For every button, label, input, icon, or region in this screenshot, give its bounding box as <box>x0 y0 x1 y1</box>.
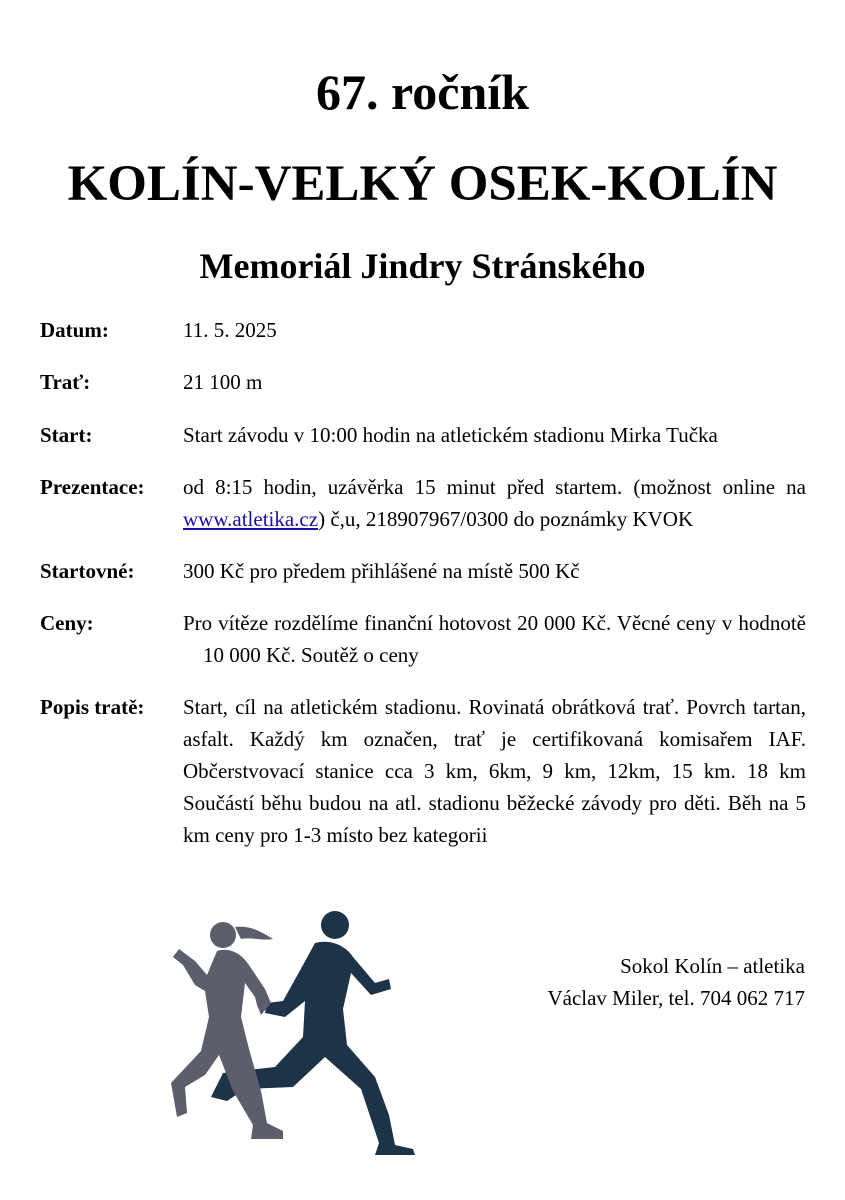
ceny-label: Ceny: <box>40 611 94 635</box>
start-value: Start závodu v 10:00 hodin na atletickém stadionu Mirka Tučka <box>183 423 718 447</box>
start-label: Start: <box>40 423 93 447</box>
contact-block <box>547 950 805 1014</box>
datum-label: Datum: <box>40 318 109 342</box>
runner-front-icon <box>171 922 283 1139</box>
organizer-name: Sokol Kolín – atletika <box>620 954 805 978</box>
memorial-subtitle: Memoriál Jindry Stránského <box>199 246 646 286</box>
contact-person: Václav Miler, tel. 704 062 717 <box>547 986 805 1010</box>
ceny-value <box>183 607 806 671</box>
prezentace-label: Prezentace: <box>40 475 145 499</box>
trat-label: Trať: <box>40 370 91 394</box>
popis-value: Start, cíl na atletickém stadionu. Rovinatá obrátková trať. Povrch tartan, asfalt. Každý km označen, trať je certifikovaná komisařem IAF. Občerstvovací stanice cca 3 km, 6km, 9 km, 12km, 15 km. 18 km Součástí běhu budou na atl. stadionu běžecké závody pro děti. Běh na 5 km ceny pro 1-3 místo bez kategorii <box>183 695 806 847</box>
atletika-link[interactable]: www.atletika.cz <box>183 507 319 531</box>
runners-illustration <box>165 905 425 1160</box>
edition-title: 67. ročník <box>316 64 529 120</box>
ceny-text-after: 10 000 Kč. Soutěž o ceny <box>203 643 419 667</box>
prezentace-text-after: ) č,u, 218907967/0300 do poznámky KVOK <box>318 507 694 531</box>
trat-value: 21 100 m <box>183 370 263 394</box>
startovne-label: Startovné: <box>40 559 135 583</box>
prezentace-value <box>183 471 806 535</box>
prezentace-text-before: od 8:15 hodin, uzávěrka 15 minut před startem. (možnost online na <box>183 475 806 499</box>
popis-label: Popis tratě: <box>40 695 145 719</box>
race-name-title: KOLÍN-VELKÝ OSEK-KOLÍN <box>67 156 778 212</box>
datum-value: 11. 5. 2025 <box>183 318 277 342</box>
ceny-text-before: Pro vítěze rozdělíme finanční hotovost 20 000 Kč. Věcné ceny v hodnotě <box>183 611 806 635</box>
startovne-value: 300 Kč pro předem přihlášené na místě 500 Kč <box>183 559 580 583</box>
